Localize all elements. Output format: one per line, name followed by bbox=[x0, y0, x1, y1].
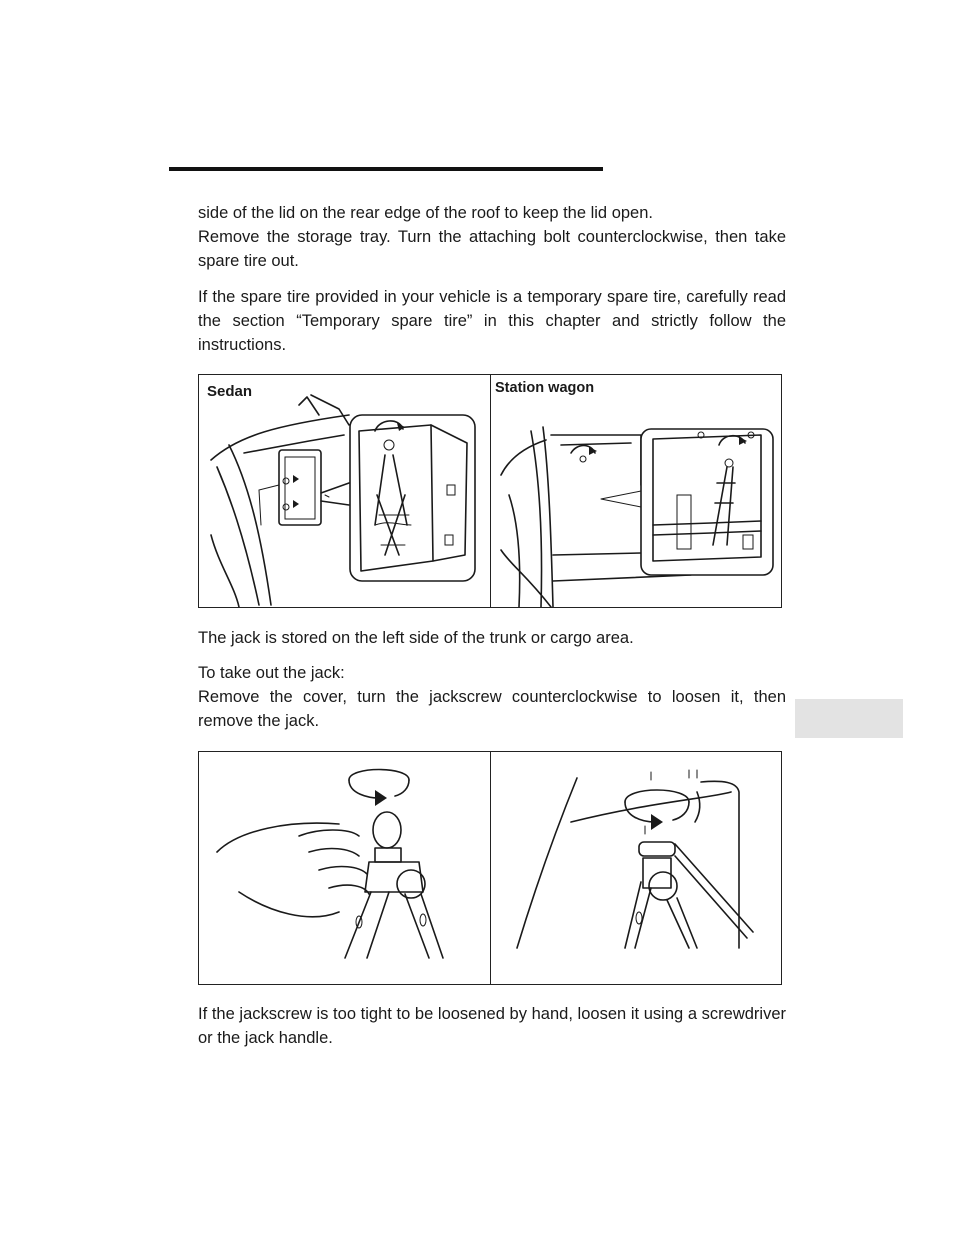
sedan-trunk-illustration bbox=[199, 375, 489, 607]
handle-loosening-illustration bbox=[491, 752, 781, 984]
section-rule bbox=[169, 167, 603, 171]
hand-loosening-illustration bbox=[199, 752, 489, 984]
paragraph-line: side of the lid on the rear edge of the roof to keep the lid open. bbox=[198, 204, 653, 222]
paragraph-take-out-jack bbox=[198, 661, 786, 733]
paragraph-tight-jackscrew: If the jackscrew is too tight to be loosened by hand, loosen it using a screwdriver or the jack handle. bbox=[198, 1005, 786, 1047]
paragraph-lid-and-tray bbox=[198, 201, 786, 273]
caption-station-wagon: Station wagon bbox=[495, 380, 595, 396]
paragraph-line: To take out the jack: bbox=[198, 664, 345, 682]
paragraph-jack-location: The jack is stored on the left side of the trunk or cargo area. bbox=[198, 629, 634, 647]
caption-sedan: Sedan bbox=[207, 383, 253, 400]
wagon-cargo-illustration bbox=[491, 375, 781, 607]
paragraph-temporary-spare: If the spare tire provided in your vehicle is a temporary spare tire, carefully read the section “Temporary spare tire” in this chapter and strictly follow the instructions. bbox=[198, 288, 786, 354]
figure-loosen-jackscrew bbox=[198, 751, 782, 985]
paragraph-line: Remove the storage tray. Turn the attaching bolt counterclockwise, then take spare tire out. bbox=[198, 228, 786, 270]
chapter-tab bbox=[795, 699, 903, 738]
figure-spare-tire-location bbox=[198, 374, 782, 608]
paragraph-line: Remove the cover, turn the jackscrew counterclockwise to loosen it, then remove the jack. bbox=[198, 688, 786, 730]
